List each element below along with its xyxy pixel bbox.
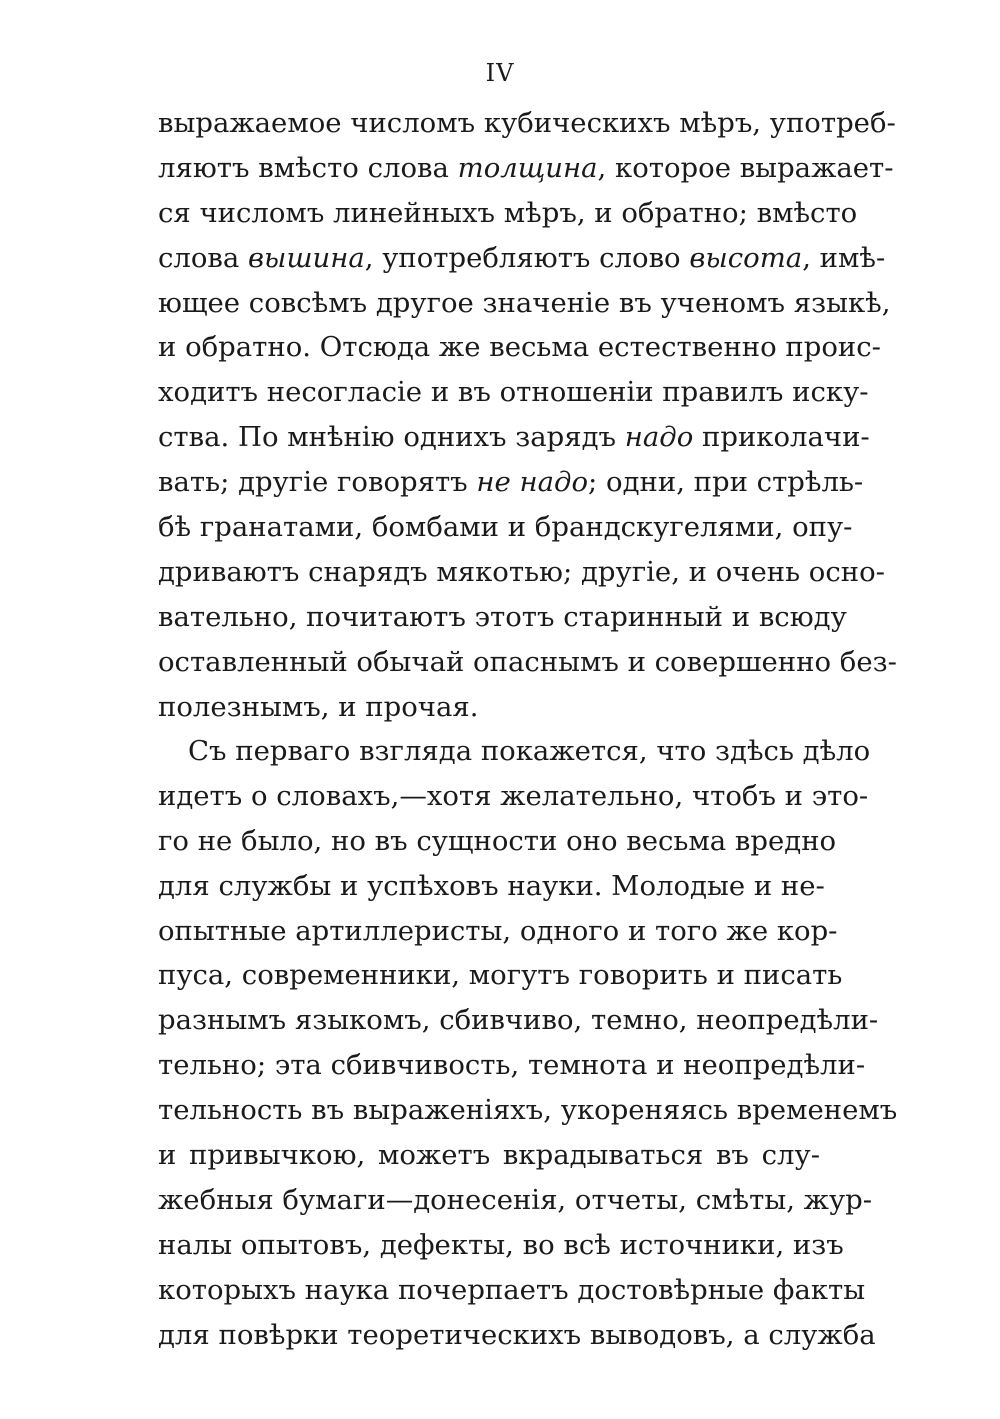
text-line [158,1223,844,1268]
text-run: жебныя бумаги—донесенія, отчеты, смѣты, жур- [158,1183,873,1216]
paragraph-1 [158,101,897,729]
text-line [158,1088,898,1133]
text-run: налы опытовъ, дефекты, во всѣ источники, изъ [158,1228,844,1261]
text-run: слова [158,241,249,274]
text-run: для службы и успѣховъ науки. Молодые и не- [158,869,825,902]
text-run: оставленный обычай опаснымъ и совершенно без- [158,645,897,678]
text-line [158,1178,873,1223]
text-run: тельность въ выраженіяхъ, укореняясь временемъ [158,1094,898,1127]
text-run: которыхъ наука почерпаетъ достовѣрные факты [158,1273,866,1306]
text-run: разнымъ языкомъ, сбивчиво, темно, неопредѣли- [158,1004,879,1037]
text-run: вательно, почитаютъ этотъ старинный и всюду [158,600,847,633]
text-line [158,325,881,370]
text-run: и привычкою, можетъ вкрадываться въ слу- [158,1139,820,1172]
text-run: , которое выражает- [597,151,894,184]
text-line [158,1313,876,1358]
text-run: и обратно. Отсюда же весьма естественно проис- [158,331,881,364]
text-line [158,819,837,864]
text-run: для повѣрки теоретическихъ выводовъ, а служба [158,1318,876,1351]
text-run: ства. По мнѣнію однихъ зарядъ [158,421,625,454]
italic-word: вышина [248,241,365,274]
text-run: выражаемое числомъ кубическихъ мѣръ, употреб- [158,107,896,139]
text-run: , имѣ- [802,241,886,274]
text-line [158,415,870,460]
text-line [158,1268,866,1313]
text-run: ; одни, при стрѣль- [588,466,864,499]
text-line [158,370,869,415]
text-line [158,640,897,685]
text-run: ляютъ вмѣсто слова [158,151,458,184]
page-number: IV [485,59,515,87]
italic-word: не надо [476,466,589,499]
text-line [158,595,847,640]
text-line [158,1043,866,1088]
text-line [158,191,858,236]
text-line [158,1133,820,1178]
text-run: бѣ гранатами, бомбами и брандскугелями, опу- [158,511,853,544]
text-line [158,281,891,326]
text-run: вать; другіе говорятъ [158,466,477,499]
text-line [158,236,886,281]
text-run: Съ перваго взгляда покажется, что здѣсь дѣло [188,735,871,767]
italic-word: толщина [457,151,598,184]
text-line [158,864,825,909]
text-run: ходитъ несогласіе и въ отношеніи правилъ иску- [158,376,869,409]
text-line [158,953,843,998]
text-line [158,146,894,191]
text-run: приколачи- [693,421,870,454]
text-run: идетъ о словахъ,—хотя желательно, чтобъ и это- [158,779,869,812]
text-run: ющее совсѣмъ другое значеніе въ ученомъ языкѣ, [158,286,891,319]
text-run: ся числомъ линейныхъ мѣръ, и обратно; вмѣсто [158,196,858,229]
text-run: опытные артиллеристы, одного и того же кор- [158,914,838,947]
text-line [158,460,864,505]
text-line [158,685,820,730]
text-run: дриваютъ снарядъ мякотью; другіе, и очень осно- [158,555,885,588]
text-line [158,774,869,819]
text-run: полезнымъ, и прочая. [158,690,479,723]
text-line [158,550,885,595]
text-line [158,101,896,146]
text-run: пуса, современники, могутъ говорить и писать [158,959,843,992]
paragraph-2 [158,729,898,1357]
text-line [158,998,879,1043]
text-line [158,729,871,774]
text-line [158,505,853,550]
text-run: , употребляютъ слово [364,241,690,274]
text-line [158,909,838,954]
text-run: тельно; эта сбивчивость, темнота и неопредѣли- [158,1049,866,1082]
italic-word: надо [624,421,694,454]
text-run: го не было, но въ сущности оно весьма вредно [158,824,837,857]
italic-word: высота [689,241,803,274]
